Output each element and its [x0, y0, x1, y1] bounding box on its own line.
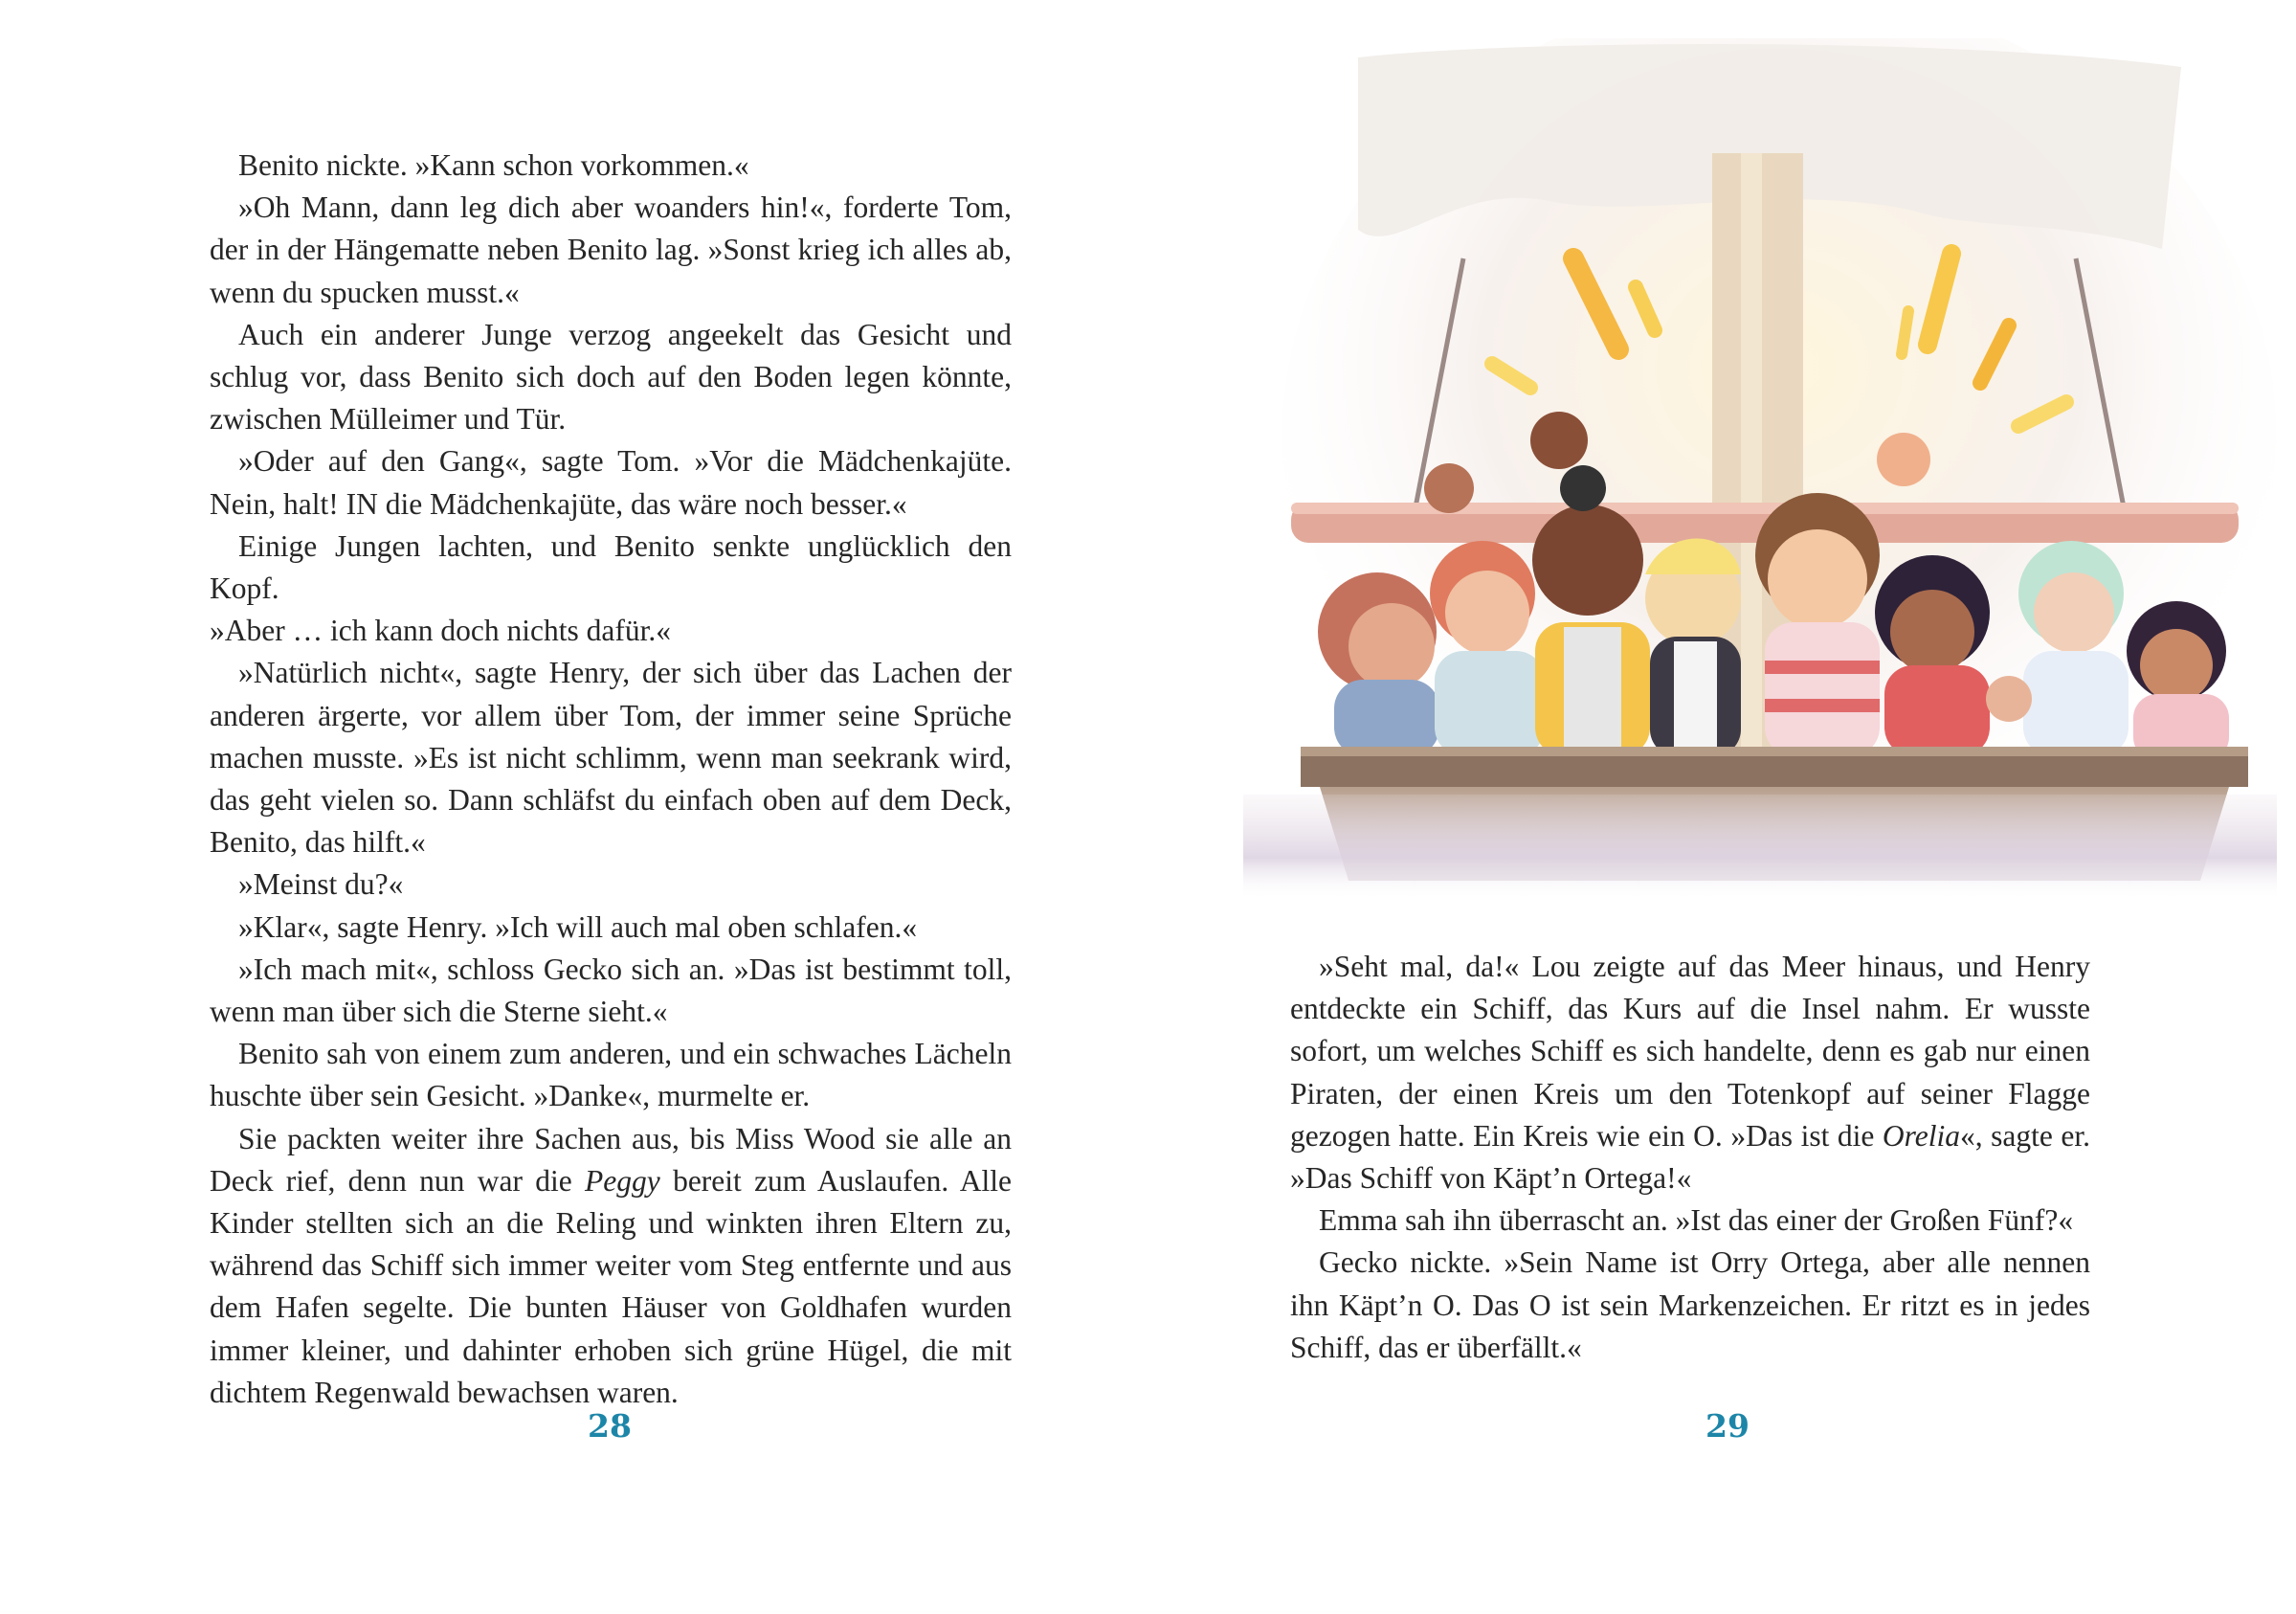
text-run: «, sagte er. »Das Schiff von Käpt’n Ortega!«: [1290, 1118, 2090, 1196]
illustration-children-on-ship: [1243, 38, 2277, 900]
paragraph: Auch ein anderer Junge verzog angeekelt das Gesicht und schlug vor, dass Benito sich doch auf den Boden legen könnte, zwischen Mülleimer und Tür.: [210, 317, 1012, 437]
text-run: »Seht mal, da!« Lou zeigte auf das Meer hinaus, und Henry entdeckte ein Schiff, das Kurs auf die Insel nahm. Er wusste sofort, um welches Schiff es sich handelte, denn es gab nur einen Piraten, der einen Kreis um den Totenkopf auf seiner Flagge gezogen hatte. Ein Kreis wie ein O. »Das ist die: [1290, 950, 2090, 1153]
paragraph: Einige Jungen lachten, und Benito senkte unglücklich den Kopf.: [210, 528, 1012, 606]
text-run: Sie packten weiter ihre Sachen aus, bis Miss Wood sie alle an Deck rief, denn nun war die: [210, 1121, 1012, 1198]
right-page-text: [1290, 946, 2090, 1369]
paragraph: »Klar«, sagte Henry. »Ich will auch mal oben schlafen.«: [238, 909, 918, 944]
paragraph: »Aber … ich kann doch nichts dafür.«: [210, 614, 672, 648]
paragraph: [1290, 946, 2090, 1199]
paragraph: Benito sah von einem zum anderen, und ein schwaches Lächeln huschte über sein Gesicht. »Danke«, murmelte er.: [210, 1037, 1012, 1113]
page-number-left: 28: [588, 1407, 632, 1445]
ship-name: Orelia: [1882, 1118, 1960, 1153]
paragraph: »Ich mach mit«, schloss Gecko sich an. »Das ist bestimmt toll, wenn man über sich die Sterne sieht.«: [210, 952, 1012, 1029]
paragraph: »Oh Mann, dann leg dich aber woanders hin!«, forderte Tom, der in der Hängematte neben Benito lag. »Sonst krieg ich alles ab, wenn du spucken musst.«: [210, 191, 1012, 309]
ship-name: Peggy: [585, 1163, 660, 1198]
paragraph: »Meinst du?«: [238, 867, 404, 902]
page-number-right: 29: [1705, 1407, 1750, 1445]
paragraph: »Oder auf den Gang«, sagte Tom. »Vor die Mädchenkajüte. Nein, halt! IN die Mädchenkajüte, das wäre noch besser.«: [210, 444, 1012, 521]
left-page-text: [210, 145, 1012, 1414]
paragraph: Benito nickte. »Kann schon vorkommen.«: [238, 148, 749, 182]
paragraph: Gecko nickte. »Sein Name ist Orry Ortega, aber alle nennen ihn Käpt’n O. Das O ist sein Markenzeichen. Er ritzt es in jedes Schiff, das er überfällt.«: [1290, 1245, 2090, 1364]
paragraph: Emma sah ihn überrascht an. »Ist das einer der Großen Fünf?«: [1319, 1203, 2074, 1238]
right-page: [1148, 0, 2296, 1614]
paragraph: [210, 1118, 1012, 1414]
text-run: bereit zum Auslaufen. Alle Kinder stellten sich an die Reling und winkten ihren Eltern zu, während das Schiff sich immer weiter vom Steg entfernte und aus dem Hafen segelte. Die bunten Häuser von Goldhafen wurden immer kleiner, und dahinter erhoben sich grüne Hügel, die mit dichtem Regenwald bewachsen waren.: [210, 1163, 1013, 1409]
paragraph: »Natürlich nicht«, sagte Henry, der sich über das Lachen der anderen ärgerte, vor allem über Tom, der immer seine Sprüche machen musste. »Es ist nicht schlimm, wenn man seekrank wird, das geht vielen so. Dann schläfst du einfach oben auf dem Deck, Benito, das hilft.«: [210, 656, 1012, 860]
